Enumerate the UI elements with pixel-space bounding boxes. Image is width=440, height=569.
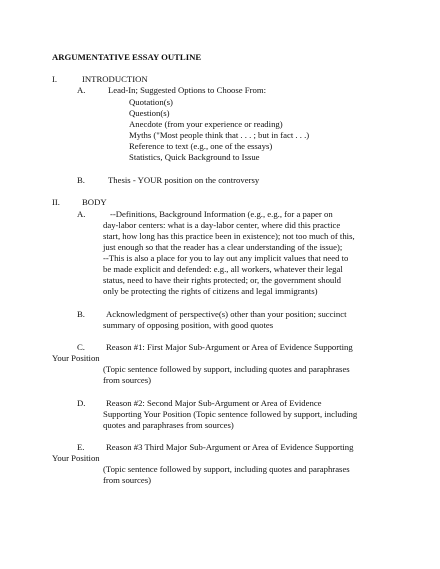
section-heading-intro: INTRODUCTION xyxy=(82,74,148,84)
body-e-line: from sources) xyxy=(103,475,152,485)
body-d-line: quotes and paraphrases from sources) xyxy=(103,420,234,430)
item-text-intro-a: Lead-In; Suggested Options to Choose From: xyxy=(108,85,267,95)
option-item: Question(s) xyxy=(129,108,170,118)
item-letter-intro-b: B. xyxy=(77,175,85,185)
body-a-line: be made explicit and defended: e.g., all workers, whatever their legal xyxy=(103,264,343,274)
item-letter-body-b: B. xyxy=(77,309,85,319)
body-c-line: from sources) xyxy=(103,375,152,385)
body-a-line: --This is also a place for you to lay out any implicit values that need to xyxy=(103,253,349,263)
outline-title: ARGUMENTATIVE ESSAY OUTLINE xyxy=(52,52,202,62)
option-item: Myths ("Most people think that . . . ; but in fact . . .) xyxy=(129,130,310,140)
body-b-line: Acknowledgment of perspective(s) other than your position; succinct xyxy=(106,309,347,319)
body-d-line: Reason #2: Second Major Sub-Argument or Area of Evidence xyxy=(106,398,322,408)
body-c-line: Your Position xyxy=(52,353,100,363)
option-item: Anecdote (from your experience or reading) xyxy=(129,119,283,129)
option-item: Reference to text (e.g., one of the essays) xyxy=(129,141,273,151)
item-text-intro-b: Thesis - YOUR position on the controversy xyxy=(108,175,260,185)
item-letter-body-c: C. xyxy=(77,342,85,352)
option-item: Statistics, Quick Background to Issue xyxy=(129,152,260,162)
body-a-line: status, need to have their rights protected; or, the government should xyxy=(103,275,342,285)
body-d-line: Supporting Your Position (Topic sentence followed by support, including xyxy=(103,409,358,419)
body-c-line: Reason #1: First Major Sub-Argument or Area of Evidence Supporting xyxy=(106,342,353,352)
item-letter-intro-a: A. xyxy=(77,85,86,95)
option-item: Quotation(s) xyxy=(129,97,173,107)
item-letter-body-a: A. xyxy=(77,209,86,219)
item-letter-body-d: D. xyxy=(77,398,86,408)
body-c-line: (Topic sentence followed by support, including quotes and paraphrases xyxy=(103,364,350,374)
section-numeral-body: II. xyxy=(52,197,60,207)
body-e-line: Your Position xyxy=(52,453,100,463)
body-b-line: summary of opposing position, with good quotes xyxy=(103,320,274,330)
section-numeral-intro: I. xyxy=(52,74,58,84)
body-a-line: only be protecting the rights of citizens and legal immigrants) xyxy=(103,286,318,296)
body-a-line: day-labor centers: what is a day-labor center, where did this practice xyxy=(103,220,341,230)
body-e-line: Reason #3 Third Major Sub-Argument or Area of Evidence Supporting xyxy=(106,442,354,452)
body-a-line: start, how long has this practice been in existence); not too much of this, xyxy=(103,231,355,241)
item-letter-body-e: E. xyxy=(77,442,85,452)
section-heading-body: BODY xyxy=(82,197,107,207)
body-e-line: (Topic sentence followed by support, including quotes and paraphrases xyxy=(103,464,350,474)
body-a-line: just enough so that the reader has a clear understanding of the issue); xyxy=(103,242,343,252)
body-a-line: --Definitions, Background Information (e.g., e.g., for a paper on xyxy=(110,209,333,219)
